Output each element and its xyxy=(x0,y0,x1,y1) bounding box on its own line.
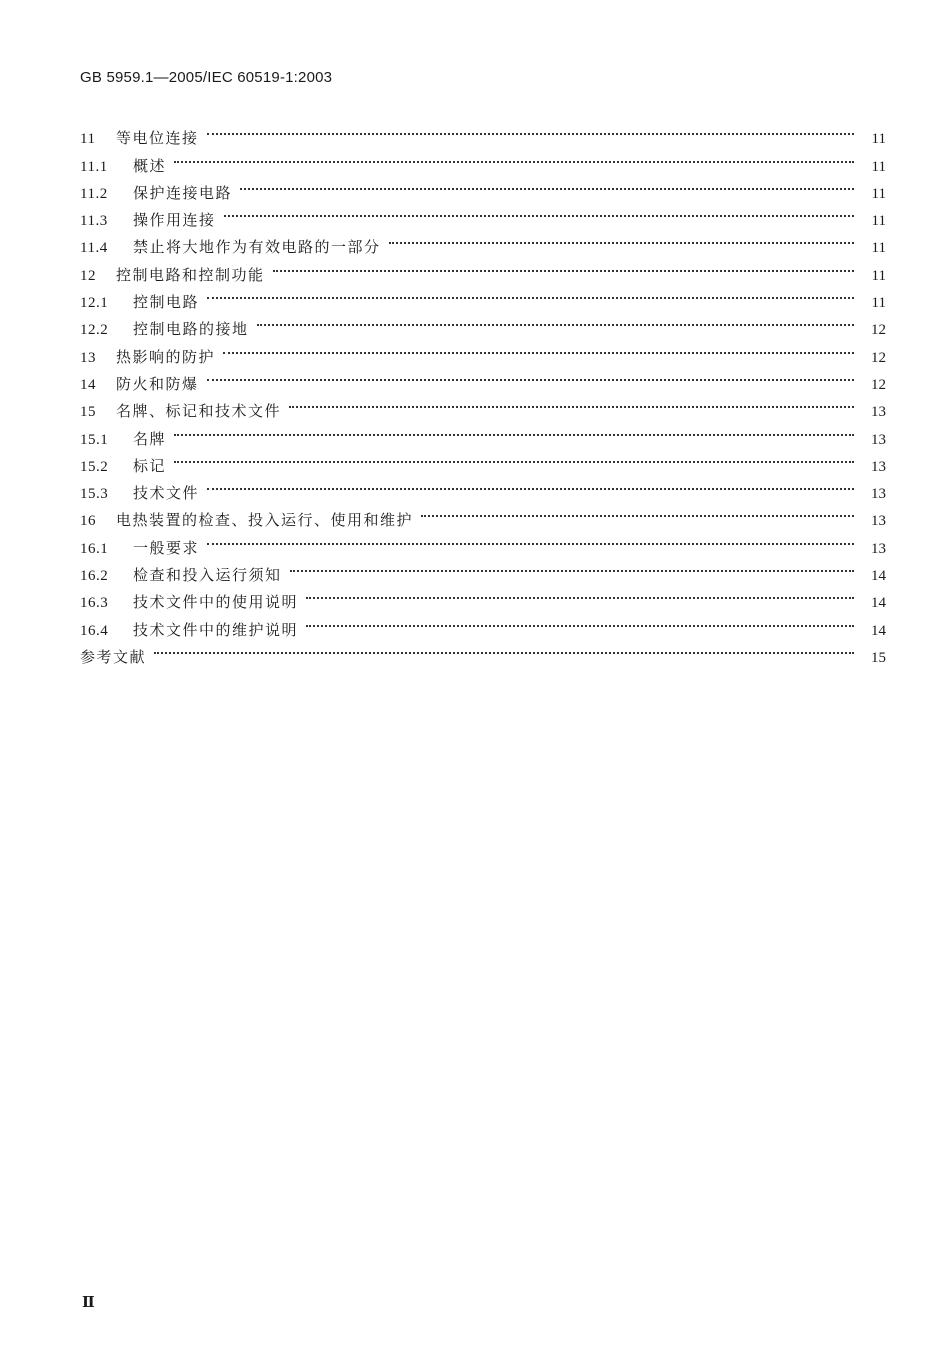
toc-entry-11[interactable] xyxy=(80,116,886,148)
toc-entry-15-3[interactable] xyxy=(80,471,886,503)
toc-entry-number: 16.2 xyxy=(80,568,109,585)
toc-entry-number: 11.2 xyxy=(80,185,108,202)
toc-entry-title: 电热装置的检查、投入运行、使用和维护 xyxy=(116,511,414,530)
toc-entry-page: 11 xyxy=(871,213,886,230)
toc-entry-number: 15.1 xyxy=(80,431,109,448)
toc-entry-page: 13 xyxy=(871,513,886,530)
toc-entry-number: 11.1 xyxy=(80,158,108,175)
toc-leader-dots xyxy=(421,498,854,525)
toc-entry-title: 名牌 xyxy=(133,429,167,448)
toc-entry-number: 12.1 xyxy=(80,295,109,312)
toc-entry-page: 11 xyxy=(871,131,886,148)
toc-entry-title: 操作用连接 xyxy=(133,211,216,230)
toc-entry-page: 14 xyxy=(871,622,886,639)
toc-leader-dots xyxy=(207,362,854,389)
toc-leader-dots xyxy=(174,143,854,170)
toc-entry-title: 控制电路和控制功能 xyxy=(116,265,265,284)
toc-leader-dots xyxy=(207,471,854,498)
toc-entry-page: 11 xyxy=(871,185,886,202)
toc-entry-title: 控制电路的接地 xyxy=(133,320,249,339)
toc-leader-dots xyxy=(207,280,854,307)
toc-entry-number: 14 xyxy=(80,376,96,393)
page-header: GB 5959.1—2005/IEC 60519-1:2003 xyxy=(80,69,333,86)
toc-entry-title: 禁止将大地作为有效电路的一部分 xyxy=(133,238,381,257)
toc-entry-title: 标记 xyxy=(133,456,167,475)
toc-entry-number: 16.4 xyxy=(80,622,109,639)
toc-entry-page: 13 xyxy=(871,540,886,557)
toc-entry-title: 一般要求 xyxy=(133,538,200,557)
toc-entry-title: 名牌、标记和技术文件 xyxy=(116,402,282,421)
toc-leader-dots xyxy=(240,171,854,198)
toc-leader-dots xyxy=(174,416,854,443)
toc-entry-page: 11 xyxy=(871,158,886,175)
toc-entry-page: 14 xyxy=(871,595,886,612)
toc-leader-dots xyxy=(290,553,854,580)
toc-entry-title: 技术文件中的维护说明 xyxy=(133,620,299,639)
toc-leader-dots xyxy=(257,307,854,334)
toc-leader-dots xyxy=(207,116,854,143)
toc-entry-page: 11 xyxy=(871,240,886,257)
toc-entry-page: 13 xyxy=(871,458,886,475)
toc-entry-number: 12.2 xyxy=(80,322,109,339)
toc-leader-dots xyxy=(224,198,854,225)
toc-entry-title: 参考文献 xyxy=(80,647,147,666)
toc-entry-page: 12 xyxy=(871,322,886,339)
toc-entry-11-2[interactable] xyxy=(80,171,886,202)
table-of-contents xyxy=(80,116,886,666)
toc-leader-dots xyxy=(223,334,854,361)
toc-entry-bibliography[interactable] xyxy=(80,635,886,666)
toc-entry-number: 13 xyxy=(80,349,96,366)
toc-leader-dots xyxy=(306,580,854,607)
toc-entry-number: 16 xyxy=(80,513,96,530)
toc-entry-11-1[interactable] xyxy=(80,143,886,175)
toc-entry-title: 检查和投入运行须知 xyxy=(133,566,282,585)
toc-entry-page: 13 xyxy=(871,486,886,503)
toc-entry-page: 11 xyxy=(871,295,886,312)
toc-entry-title: 等电位连接 xyxy=(116,129,199,148)
toc-entry-number: 15.3 xyxy=(80,486,109,503)
toc-leader-dots xyxy=(154,635,854,662)
toc-entry-number: 15.2 xyxy=(80,458,109,475)
toc-entry-title: 控制电路 xyxy=(133,293,200,312)
toc-entry-title: 技术文件 xyxy=(133,484,200,503)
toc-leader-dots xyxy=(207,525,854,552)
toc-leader-dots xyxy=(289,389,854,416)
toc-entry-title: 概述 xyxy=(133,156,167,175)
toc-entry-page: 13 xyxy=(871,404,886,421)
toc-entry-number: 11 xyxy=(80,131,96,148)
toc-entry-page: 15 xyxy=(871,649,886,666)
toc-leader-dots xyxy=(273,252,854,279)
toc-entry-title: 防火和防爆 xyxy=(116,374,199,393)
toc-leader-dots xyxy=(389,225,854,252)
toc-entry-title: 技术文件中的使用说明 xyxy=(133,593,299,612)
toc-entry-title: 热影响的防护 xyxy=(116,347,216,366)
toc-leader-dots xyxy=(174,444,854,471)
toc-leader-dots xyxy=(306,607,854,634)
toc-entry-page: 12 xyxy=(871,349,886,366)
page-number: Ⅱ xyxy=(82,1295,95,1311)
toc-entry-number: 11.4 xyxy=(80,240,108,257)
toc-entry-page: 11 xyxy=(871,267,886,284)
toc-entry-number: 15 xyxy=(80,404,96,421)
toc-entry-page: 12 xyxy=(871,376,886,393)
toc-entry-title: 保护连接电路 xyxy=(133,183,233,202)
toc-entry-page: 14 xyxy=(871,568,886,585)
toc-entry-number: 16.3 xyxy=(80,595,109,612)
toc-entry-page: 13 xyxy=(871,431,886,448)
toc-entry-number: 11.3 xyxy=(80,213,108,230)
toc-entry-15-2[interactable] xyxy=(80,444,886,475)
toc-entry-number: 12 xyxy=(80,267,96,284)
toc-entry-15-1[interactable] xyxy=(80,416,886,448)
toc-entry-number: 16.1 xyxy=(80,540,109,557)
